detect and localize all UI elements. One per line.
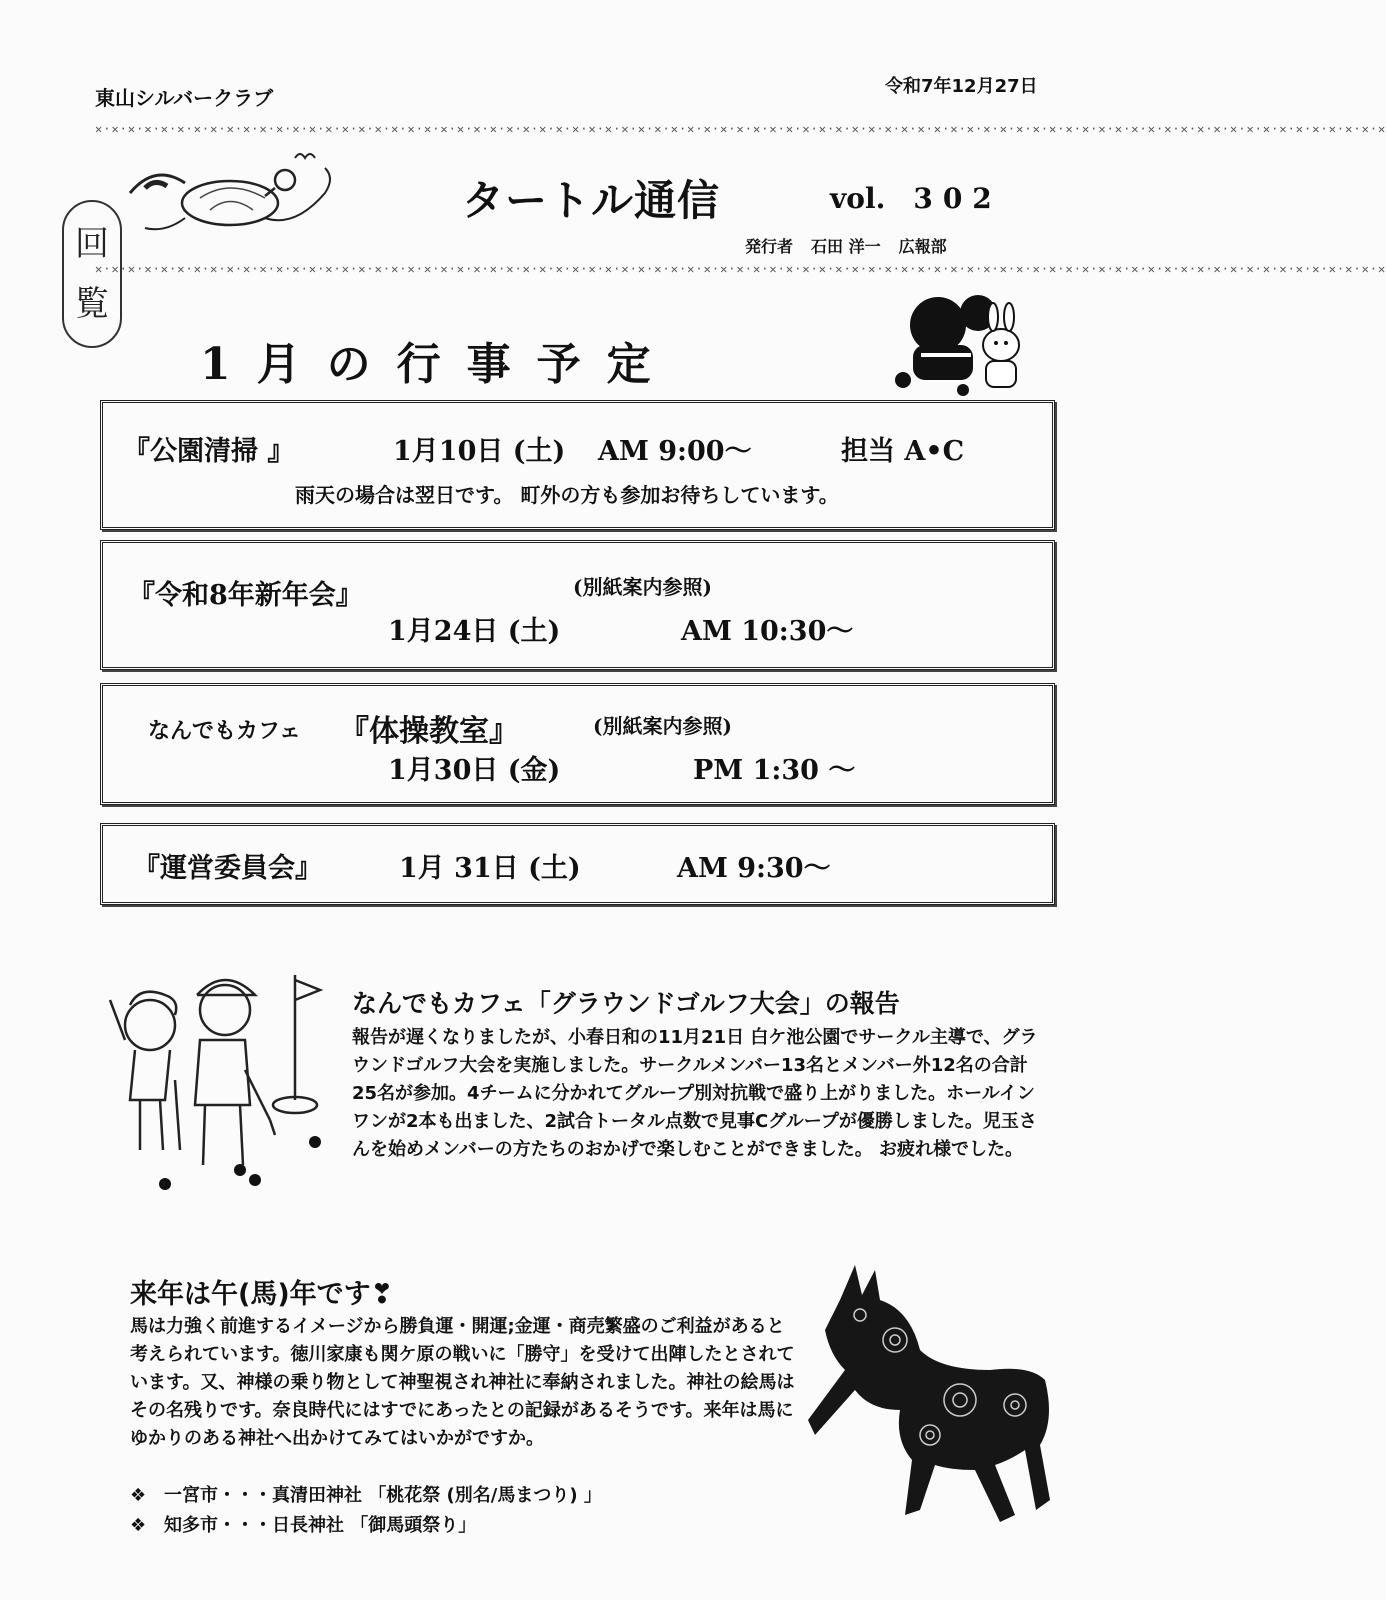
publisher-dept: 広報部 bbox=[898, 237, 947, 256]
newsletter-title: タートル通信 bbox=[462, 176, 721, 225]
horse-year-title: 来年は午(馬)年です❣ bbox=[130, 1279, 394, 1310]
event-date: 1月10日 (土) bbox=[393, 436, 566, 467]
event-name: 『令和8年新年会』 bbox=[128, 580, 363, 611]
club-name: 東山シルバークラブ bbox=[95, 86, 274, 110]
event-date: 1月24日 (土) bbox=[388, 616, 561, 647]
publisher-line bbox=[745, 234, 965, 257]
issue-date: 令和7年12月27日 bbox=[885, 76, 1038, 97]
list-item-text: 一宮市・・・真清田神社 「桃花祭 (別名/馬まつり) 」 bbox=[164, 1485, 602, 1506]
decorative-divider-bottom: ✕·✕·✕·✕·✕·✕·✕·✕·✕·✕·✕·✕·✕·✕·✕·✕·✕·✕·✕·✕·✕·✕·✕·✕·✕·✕·✕·✕·✕·✕·✕·✕·✕·✕·✕·✕·✕·✕·✕·✕·✕·✕·✕·✕·✕·✕·✕·✕·✕·✕·✕·✕·✕·✕·✕·✕·✕·✕·✕·✕·✕·✕·✕·✕·✕·✕·✕·✕·✕·✕·✕·✕·✕·✕·✕·✕·✕·✕·✕ bbox=[95, 262, 1386, 276]
event-name: 『公園清掃 』 bbox=[123, 436, 295, 467]
event-reference: (別紙案内参照) bbox=[593, 714, 732, 738]
turtle-illustration bbox=[125, 148, 345, 243]
event-prefix: なんでもカフェ bbox=[148, 718, 301, 744]
characters-illustration bbox=[893, 285, 1033, 400]
event-steering-committee bbox=[100, 823, 1055, 905]
circulation-stamp: 回覧 bbox=[62, 200, 122, 348]
event-date: 1月30日 (金) bbox=[388, 755, 561, 786]
event-assignee: 担当 A•C bbox=[841, 436, 965, 467]
decorative-divider-top: ✕·✕·✕·✕·✕·✕·✕·✕·✕·✕·✕·✕·✕·✕·✕·✕·✕·✕·✕·✕·✕·✕·✕·✕·✕·✕·✕·✕·✕·✕·✕·✕·✕·✕·✕·✕·✕·✕·✕·✕·✕·✕·✕·✕·✕·✕·✕·✕·✕·✕·✕·✕·✕·✕·✕·✕·✕·✕·✕·✕·✕·✕·✕·✕·✕·✕·✕·✕·✕·✕·✕·✕·✕·✕·✕·✕·✕·✕·✕ bbox=[95, 122, 1386, 136]
event-time: AM 9:30～ bbox=[677, 853, 831, 884]
ground-golf-illustration bbox=[105, 970, 330, 1200]
bullet-icon: ❖ bbox=[130, 1515, 147, 1536]
report-body: 報告が遅くなりましたが、小春日和の11月21日 白ケ池公園でサークル主導で、グラウンドゴルフ大会を実施しました。サークルメンバー13名とメンバー外12名の合計25名が参加。4チームに分かれてグループ別対抗戦で盛り上がりました。ホールインワンが2本も出ました、2試合トータル点数で見事Cグループが優勝しました。児玉さんを始めメンバーの方たちのおかげで楽しむことができました。 お疲れ様でした。 bbox=[352, 1027, 1038, 1160]
publisher-name: 石田 洋一 bbox=[811, 237, 881, 256]
event-reference: (別紙案内参照) bbox=[573, 575, 712, 599]
event-date: 1月 31日 (土) bbox=[399, 853, 581, 884]
event-time: PM 1:30 ～ bbox=[693, 755, 856, 786]
event-name: 『体操教室』 bbox=[339, 714, 519, 749]
list-item-text: 知多市・・・日長神社 「御馬頭祭り」 bbox=[164, 1515, 477, 1536]
bullet-icon: ❖ bbox=[130, 1485, 147, 1506]
event-note: 雨天の場合は翌日です。 町外の方も参加お待ちしています。 bbox=[295, 483, 839, 507]
event-time: AM 9:00～ bbox=[598, 436, 752, 467]
vol-prefix: vol. bbox=[830, 182, 886, 215]
event-name: 『運営委員会』 bbox=[133, 853, 322, 884]
publisher-label: 発行者 bbox=[745, 237, 794, 256]
event-new-year-party bbox=[100, 540, 1055, 670]
report-title: なんでもカフェ「グラウンドゴルフ大会」の報告 bbox=[352, 989, 900, 1018]
volume-label bbox=[830, 182, 1002, 215]
list-item bbox=[130, 1511, 602, 1541]
shrine-list bbox=[130, 1481, 602, 1541]
horse-year-body: 馬は力強く前進するイメージから勝負運・開運;金運・商売繁盛のご利益があると考えられています。徳川家康も関ケ原の戦いに「勝守」を受けて出陣したとされています。又、神様の乗り物として神聖視され神社に奉納されました。神社の絵馬はその名残りです。奈良時代にはすでにあったとの記録があるそうです。来年は馬にゆかりのある神社へ出かけてみてはいかがですか。 bbox=[130, 1316, 795, 1449]
horse-silhouette-illustration bbox=[800, 1260, 1065, 1540]
schedule-heading: 1月の行事予定 bbox=[200, 339, 677, 390]
list-item bbox=[130, 1481, 602, 1511]
event-time: AM 10:30～ bbox=[681, 616, 854, 647]
vol-number: 302 bbox=[913, 182, 1002, 215]
event-exercise-class bbox=[100, 683, 1055, 805]
event-park-cleaning bbox=[100, 400, 1055, 530]
